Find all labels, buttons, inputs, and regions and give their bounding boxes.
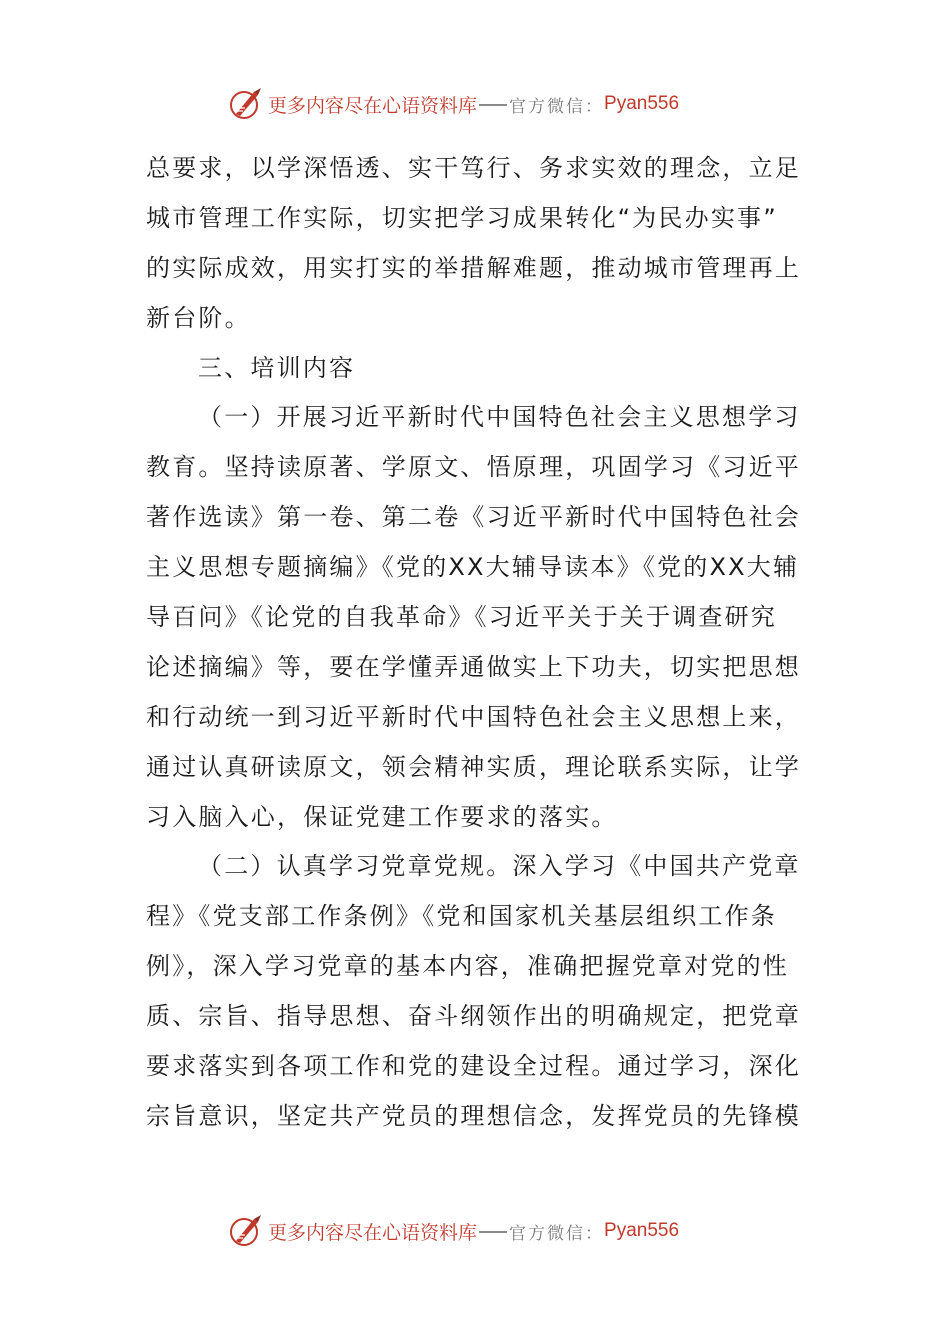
body-text	[146, 144, 806, 1142]
text-line: 总要求，以学深悟透、实干笃行、务求实效的理念，立足	[146, 154, 801, 182]
text-line: 通过认真研读原文，领会精神实质，理论联系实际，让学	[146, 752, 801, 781]
wechat-id: Pyan556	[604, 93, 680, 114]
separator-dash	[479, 104, 507, 106]
text-line: 教育。坚持读原著、学原文、悟原理，巩固学习《习近平	[146, 453, 801, 482]
text-line: 新台阶。	[146, 303, 251, 332]
text-line: 和行动统一到习近平新时代中国特色社会主义思想上来，	[146, 702, 801, 731]
quill-logo-icon	[228, 86, 264, 122]
section-heading: 三、培训内容	[198, 353, 356, 382]
wechat-id: Pyan556	[604, 1220, 680, 1241]
text-line: 著作选读》第一卷、第二卷《习近平新时代中国特色社会	[146, 503, 801, 532]
brand-text: 更多内容尽在心语资料库	[268, 1221, 478, 1244]
brand-text: 更多内容尽在心语资料库	[268, 94, 478, 117]
text-line: （一）开展习近平新时代中国特色社会主义思想学习	[198, 403, 801, 432]
separator-dash	[479, 1231, 507, 1233]
text-line: 宗旨意识，坚定共产党员的理想信念，发挥党员的先锋模	[146, 1101, 801, 1130]
text-line: 主义思想专题摘编》《党的XX大辅导读本》《党的XX大辅	[146, 553, 800, 582]
official-wechat-label: 官方微信：	[509, 1223, 605, 1244]
text-line: 论述摘编》等，要在学懂弄通做实上下功夫，切实把思想	[146, 652, 801, 681]
text-line: 导百问》《论党的自我革命》《习近平关于关于调查研究	[146, 603, 777, 632]
text-line: 城市管理工作实际，切实把学习成果转化“为民办实事”	[146, 203, 778, 232]
official-wechat-label: 官方微信：	[509, 96, 605, 117]
text-line: （二）认真学习党章党规。深入学习《中国共产党章	[198, 852, 801, 881]
text-line: 例》，深入学习党章的基本内容，准确把握党章对党的性	[146, 952, 789, 981]
header-banner	[228, 84, 728, 124]
quill-logo-icon	[228, 1213, 264, 1249]
footer-banner	[228, 1211, 728, 1251]
text-line: 质、宗旨、指导思想、奋斗纲领作出的明确规定，把党章	[146, 1002, 801, 1031]
text-line: 习入脑入心，保证党建工作要求的落实。	[146, 802, 618, 831]
text-line: 要求落实到各项工作和党的建设全过程。通过学习，深化	[146, 1052, 801, 1081]
text-line: 的实际成效，用实打实的举措解难题，推动城市管理再上	[146, 253, 801, 282]
text-line: 程》《党支部工作条例》《党和国家机关基层组织工作条	[146, 902, 777, 931]
